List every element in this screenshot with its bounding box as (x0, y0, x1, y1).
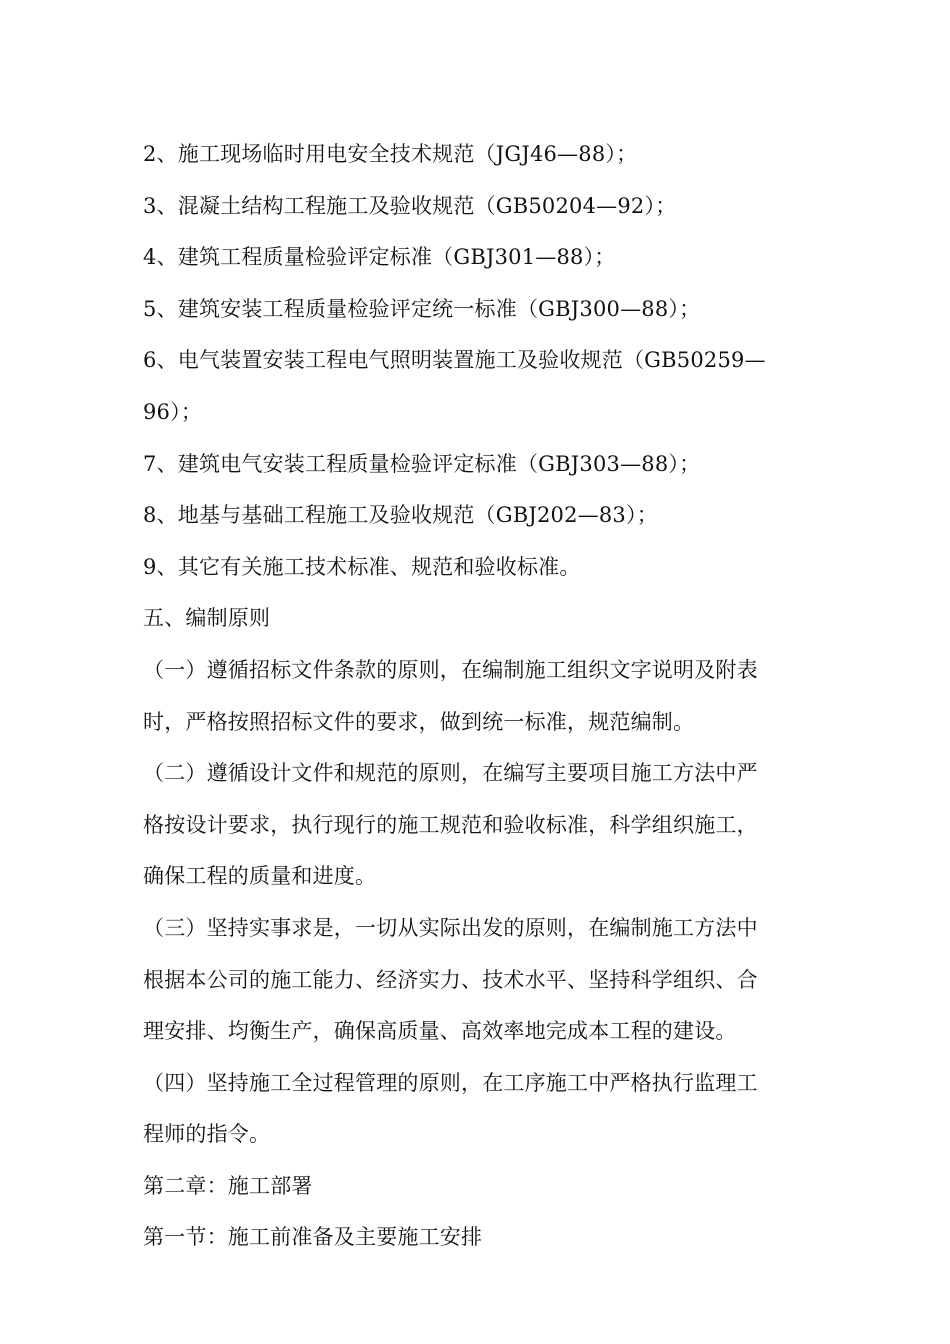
reference-item-6-line-2: 96）； (143, 399, 203, 424)
principle-2-line-2: 格按设计要求，执行现行的施工规范和验收标准，科学组织施工， (143, 812, 758, 837)
principle-2-line-3: 确保工程的质量和进度。 (143, 864, 377, 889)
principle-4-line-2: 程师的指令。 (143, 1122, 271, 1147)
principle-3-line-3: 理安排、均衡生产，确保高质量、高效率地完成本工程的建设。 (143, 1019, 737, 1044)
reference-item-5: 5、建筑安装工程质量检验评定统一标准（GBJ300—88）； (143, 296, 701, 321)
principle-1-line-2: 时，严格按照招标文件的要求，做到统一标准，规范编制。 (143, 709, 695, 734)
reference-item-9: 9、其它有关施工技术标准、规范和验收标准。 (143, 554, 581, 579)
chapter-heading: 第二章：施工部署 (143, 1173, 313, 1198)
reference-item-7: 7、建筑电气安装工程质量检验评定标准（GBJ303—88）； (143, 451, 701, 476)
principle-3-line-2: 根据本公司的施工能力、经济实力、技术水平、坚持科学组织、合 (143, 967, 758, 992)
section-heading-principles: 五、编制原则 (143, 606, 271, 631)
reference-item-3: 3、混凝土结构工程施工及验收规范（GB50204—92）； (143, 193, 677, 218)
reference-item-4: 4、建筑工程质量检验评定标准（GBJ301—88）； (143, 245, 616, 270)
reference-item-6-line-1: 6、电气装置安装工程电气照明装置施工及验收规范（GB50259— (143, 348, 766, 373)
principle-4-line-1: （四）坚持施工全过程管理的原则，在工序施工中严格执行监理工 (143, 1070, 758, 1095)
reference-item-2: 2、施工现场临时用电安全技术规范（JGJ46—88）； (143, 142, 638, 166)
reference-item-8: 8、地基与基础工程施工及验收规范（GBJ202—83）； (143, 503, 658, 528)
principle-1-line-1: （一）遵循招标文件条款的原则，在编制施工组织文字说明及附表 (143, 657, 758, 682)
principle-2-line-1: （二）遵循设计文件和规范的原则，在编写主要项目施工方法中严 (143, 761, 758, 786)
section-heading: 第一节：施工前准备及主要施工安排 (143, 1225, 483, 1250)
document-body (143, 129, 808, 1264)
principle-3-line-1: （三）坚持实事求是，一切从实际出发的原则，在编制施工方法中 (143, 915, 758, 940)
